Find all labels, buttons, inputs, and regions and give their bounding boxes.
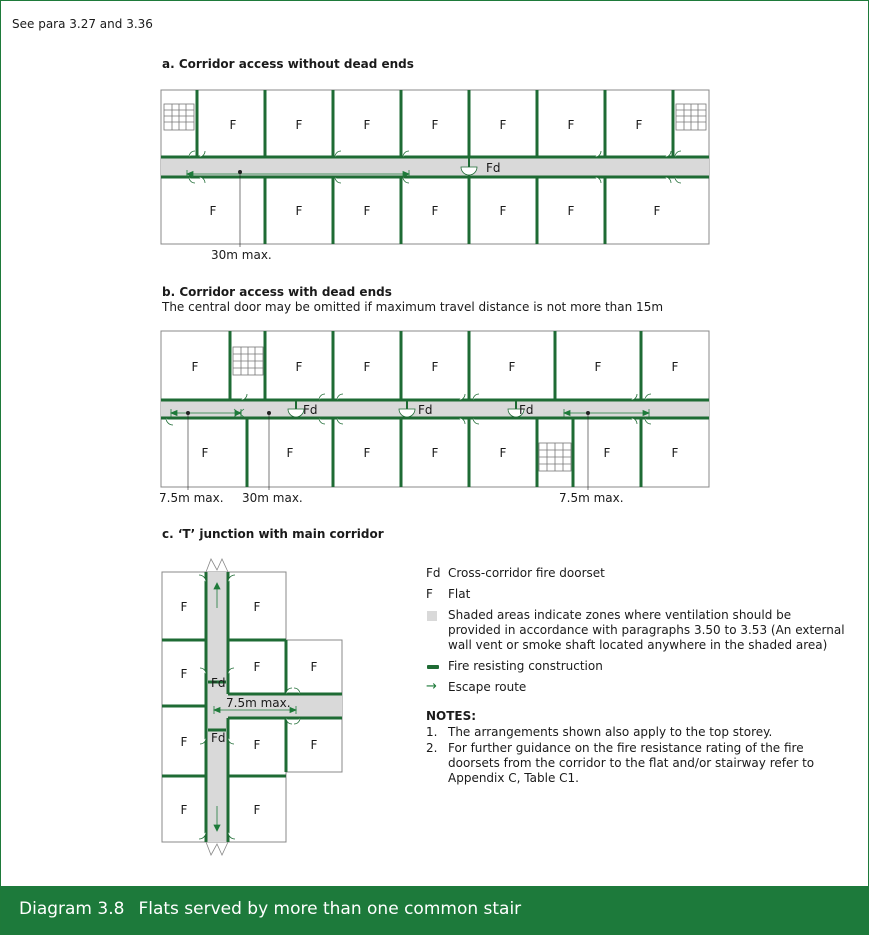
- fd-label-b: Fd: [303, 403, 318, 417]
- flat-label: F: [191, 360, 199, 374]
- measure-b-mid: 30m max.: [242, 491, 303, 505]
- flat-label: F: [180, 803, 188, 817]
- reference-text: See para 3.27 and 3.36: [12, 17, 153, 31]
- flat-label: F: [635, 118, 643, 132]
- flat-label: F: [603, 446, 611, 460]
- measure-b-left: 7.5m max.: [159, 491, 224, 505]
- flat-label: F: [180, 600, 188, 614]
- legend-text: Escape route: [448, 680, 527, 694]
- fd-label-c: Fd: [211, 676, 226, 690]
- flat-label: F: [671, 360, 679, 374]
- note-number: 2.: [426, 741, 438, 755]
- legend-item-flat: [426, 587, 846, 602]
- legend-item-fd: [426, 566, 846, 581]
- diagram-caption-bar: [1, 886, 868, 934]
- flat-label: F: [567, 204, 575, 218]
- legend-symbol-fd: Fd: [426, 566, 441, 580]
- diagram-c-main-corridor: [206, 572, 228, 842]
- note-item: [426, 741, 846, 786]
- flat-label: F: [499, 118, 507, 132]
- legend-item-escape: [426, 680, 846, 695]
- measure-c: 7.5m max.: [226, 696, 291, 710]
- stair-icon-a-left: [164, 104, 194, 130]
- flat-label: F: [295, 204, 303, 218]
- diagram-a: [161, 90, 710, 245]
- flat-label: F: [567, 118, 575, 132]
- fd-label-a: Fd: [486, 161, 501, 175]
- flat-label: F: [180, 735, 188, 749]
- flat-label: F: [508, 360, 516, 374]
- legend-item-wall: [426, 659, 846, 674]
- flat-label: F: [253, 600, 261, 614]
- flat-label: F: [229, 118, 237, 132]
- flat-label: F: [671, 446, 679, 460]
- section-a-title: a. Corridor access without dead ends: [162, 57, 414, 71]
- flat-label: F: [253, 738, 261, 752]
- escape-arrow-icon: →: [426, 679, 437, 694]
- fire-wall-swatch-icon: [427, 665, 439, 669]
- flat-label: F: [431, 446, 439, 460]
- flat-label: F: [499, 446, 507, 460]
- section-c-title: c. ‘T’ junction with main corridor: [162, 527, 384, 541]
- legend-symbol-flat: F: [426, 587, 433, 601]
- flat-label: F: [310, 660, 318, 674]
- note-number: 1.: [426, 725, 438, 739]
- flat-label: F: [363, 360, 371, 374]
- flat-label: F: [594, 360, 602, 374]
- legend-text: Shaded areas indicate zones where ventilation should be provided in accordance with paragraphs 3.50 to 3.53 (An external wall vent or smoke shaft located anywhere in the shaded area): [448, 608, 845, 652]
- flat-label: F: [431, 360, 439, 374]
- dimensions-b: [171, 409, 649, 490]
- flat-label: F: [310, 738, 318, 752]
- flat-label: F: [431, 204, 439, 218]
- flat-label: F: [363, 118, 371, 132]
- shaded-swatch-icon: [427, 611, 437, 621]
- flat-label: F: [363, 446, 371, 460]
- flat-label: F: [253, 660, 261, 674]
- flat-label: F: [295, 360, 303, 374]
- legend-item-shaded: [426, 608, 846, 653]
- legend-text: Flat: [448, 587, 471, 601]
- flat-label: F: [180, 667, 188, 681]
- diagram-caption: [19, 899, 521, 919]
- notes-title: NOTES:: [426, 709, 477, 723]
- fd-label-c: Fd: [211, 731, 226, 745]
- legend-text: Cross-corridor fire doorset: [448, 566, 605, 580]
- flat-label: F: [253, 803, 261, 817]
- fd-label-b: Fd: [418, 403, 433, 417]
- section-b-title: b. Corridor access with dead ends: [162, 285, 392, 299]
- flat-label: F: [363, 204, 371, 218]
- diagram-c: [160, 556, 350, 846]
- flat-label: F: [653, 204, 661, 218]
- measure-b-right: 7.5m max.: [559, 491, 624, 505]
- fd-label-b: Fd: [519, 403, 534, 417]
- diagram-b: [161, 331, 710, 488]
- section-b-subtitle: The central door may be omitted if maximum travel distance is not more than 15m: [162, 300, 664, 314]
- diagram-number: Diagram 3.8: [19, 899, 125, 919]
- flat-label: F: [201, 446, 209, 460]
- flat-label: F: [499, 204, 507, 218]
- flat-label: F: [286, 446, 294, 460]
- stair-icon-a-right: [676, 104, 706, 130]
- legend-text: Fire resisting construction: [448, 659, 603, 673]
- diagram-title: Flats served by more than one common stair: [138, 899, 522, 919]
- measure-a: 30m max.: [211, 248, 272, 262]
- flat-label: F: [295, 118, 303, 132]
- note-text: For further guidance on the fire resistance rating of the fire doorsets from the corridor to the flat and/or stairway refer to Appendix C, Table C1.: [448, 741, 815, 785]
- stair-icon-b-top: [233, 347, 263, 375]
- flat-label: F: [431, 118, 439, 132]
- legend: [426, 566, 846, 787]
- stair-icon-b-bottom: [539, 443, 571, 471]
- flat-label: F: [209, 204, 217, 218]
- diagram-b-corridor: [161, 400, 709, 418]
- note-text: The arrangements shown also apply to the top storey.: [448, 725, 773, 739]
- note-item: [426, 725, 846, 740]
